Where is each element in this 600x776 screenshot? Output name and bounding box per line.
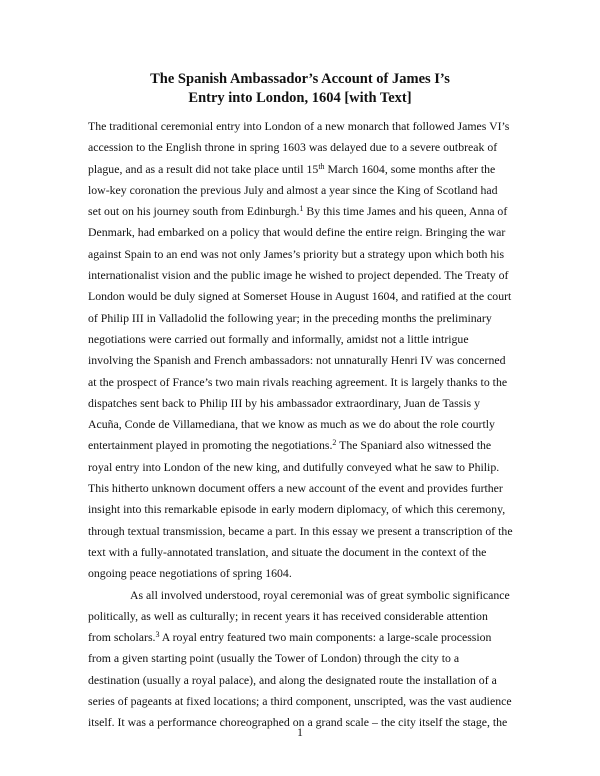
text-span: from scholars. bbox=[88, 630, 156, 645]
text-line: text with a fully-annotated translation, and situate the document in the context of the bbox=[88, 544, 487, 559]
paragraph-2 bbox=[88, 585, 518, 734]
text-line: series of pageants at fixed locations; a third component, unscripted, was the vast audience bbox=[88, 694, 512, 709]
text-line bbox=[88, 435, 518, 456]
text-line: ongoing peace negotiations of spring 1604. bbox=[88, 566, 292, 581]
text-line: destination (usually a royal palace), and along the designated route the installation of a bbox=[88, 672, 497, 687]
text-span: By this time James and his queen, Anna of bbox=[303, 204, 508, 219]
text-line: dispatches sent back to Philip III by his ambassador extraordinary, Juan de Tassis y bbox=[88, 395, 480, 410]
text-line: from a given starting point (usually the Tower of London) through the city to a bbox=[88, 651, 460, 666]
text-span: A royal entry featured two main components: a large-scale procession bbox=[159, 630, 492, 645]
text-span: set out on his journey south from Edinburgh. bbox=[88, 204, 300, 219]
article-body bbox=[88, 116, 518, 734]
text-line: itself. It was a performance choreographed on a grand scale – the city itself the stage, the bbox=[88, 715, 508, 730]
paragraph-1 bbox=[88, 116, 518, 585]
text-line: through textual transmission, became a part. In this essay we present a transcription of the bbox=[88, 523, 513, 538]
text-line: royal entry into London of the new king, and dutifully conveyed what he saw to Philip. bbox=[88, 459, 500, 474]
text-span: entertainment played in promoting the negotiations. bbox=[88, 438, 333, 453]
text-line: The traditional ceremonial entry into London of a new monarch that followed James VI’s bbox=[88, 119, 510, 133]
text-span: The Spaniard also witnessed the bbox=[336, 438, 492, 453]
ordinal-superscript: th bbox=[318, 161, 325, 171]
text-line: negotiations were carried out formally and informally, amidst not a little intrigue bbox=[88, 331, 469, 346]
text-line: internationalist vision and the public image he wished to project depended. The Treaty of bbox=[88, 268, 509, 283]
text-line: politically, as well as culturally; in recent years it has received considerable attention bbox=[88, 608, 488, 623]
footnote-ref[interactable]: 2 bbox=[332, 438, 337, 448]
text-span: March 1604, some months after the bbox=[324, 161, 496, 176]
text-line: As all involved understood, royal ceremonial was of great symbolic significance bbox=[130, 587, 510, 602]
text-line: against Spain to an end was not only James’s priority but a strategy upon which both his bbox=[88, 246, 505, 261]
page-number: 1 bbox=[297, 727, 303, 739]
text-line: at the prospect of France’s two main rivals reaching agreement. It is largely thanks to the bbox=[88, 374, 508, 389]
text-span: plague, and as a result did not take place until 15 bbox=[88, 161, 319, 176]
title-line-2: Entry into London, 1604 [with Text] bbox=[188, 90, 412, 106]
text-line: low-key coronation the previous July and almost a year since the King of Scotland had bbox=[88, 182, 498, 197]
text-line bbox=[88, 627, 518, 648]
text-line: insight into this remarkable episode in early modern diplomacy, of which this ceremony, bbox=[88, 502, 506, 517]
footnote-ref[interactable]: 1 bbox=[299, 204, 304, 214]
text-line bbox=[88, 159, 518, 180]
text-line: Acuña, Conde de Villamediana, that we know as much as we do about the role courtly bbox=[88, 417, 495, 432]
footnote-ref[interactable]: 3 bbox=[155, 630, 160, 640]
text-line: accession to the English throne in spring 1603 was delayed due to a severe outbreak of bbox=[88, 140, 498, 155]
text-line: This hitherto unknown document offers a new account of the event and provides further bbox=[88, 481, 503, 496]
title-line-1: The Spanish Ambassador’s Account of James I’s bbox=[150, 71, 450, 87]
text-line bbox=[88, 201, 518, 222]
text-line: of Philip III in Valladolid the following year; in the preceding months the preliminary bbox=[88, 310, 492, 325]
text-line: London would be duly signed at Somerset House in August 1604, and ratified at the court bbox=[88, 289, 512, 304]
article-title bbox=[0, 70, 600, 108]
text-line: involving the Spanish and French ambassadors: not unnaturally Henri IV was concerned bbox=[88, 353, 506, 368]
text-line: Denmark, had embarked on a policy that would define the entire reign. Bringing the war bbox=[88, 225, 506, 240]
